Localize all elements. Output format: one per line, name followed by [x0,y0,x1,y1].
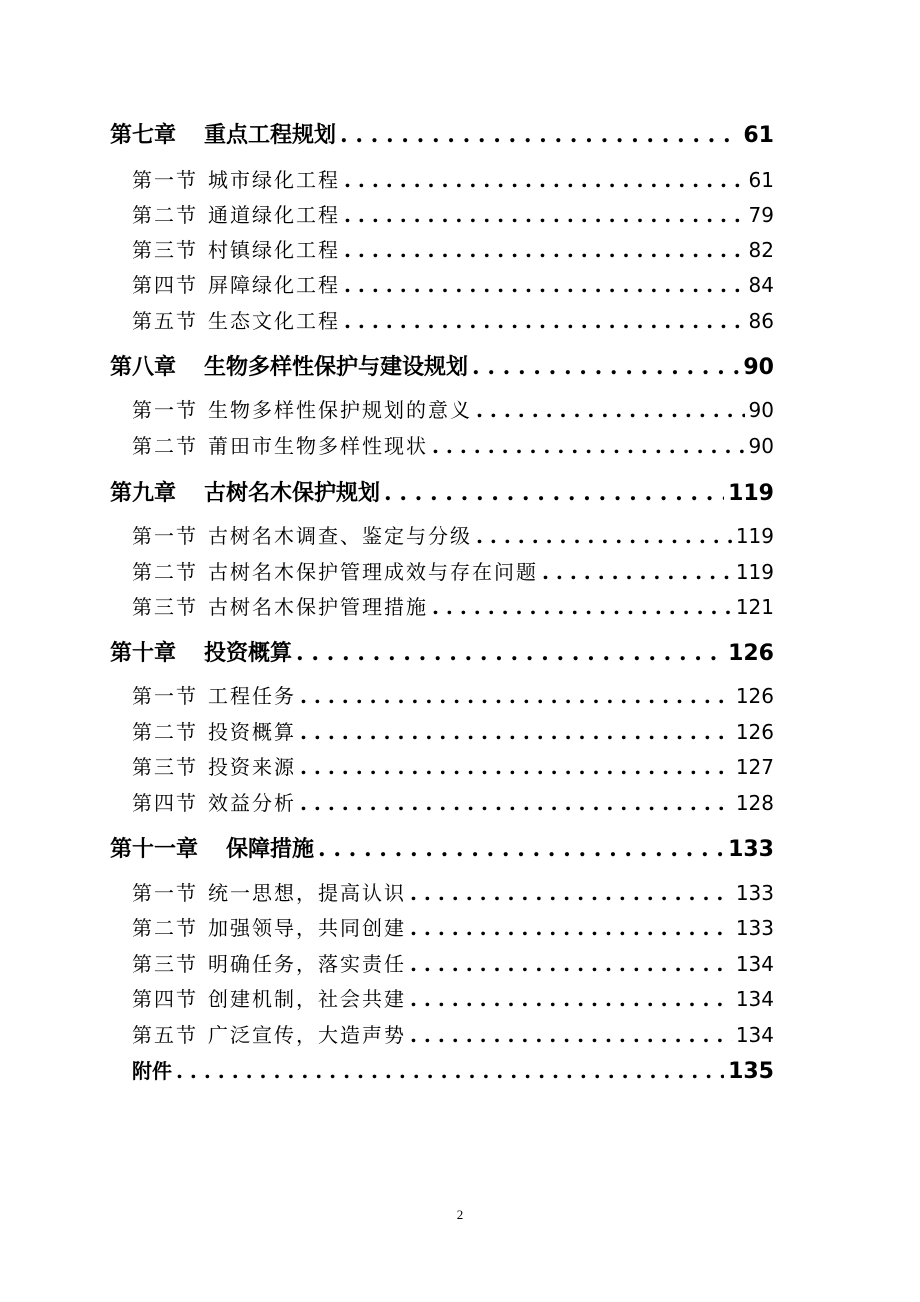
toc-entry-title: 村镇绿化工程 [208,238,340,262]
toc-entry-page: 121 [735,595,774,619]
toc-section-entry[interactable] [132,430,774,459]
toc-entry-label: 第二节 [132,434,198,458]
toc-section-entry[interactable] [132,716,774,745]
toc-entry-title: 重点工程规划 [204,122,337,148]
toc-entry-title: 加强领导，共同创建 [208,916,406,940]
toc-entry-page: 61 [743,123,774,148]
toc-entry-title: 统一思想，提高认识 [208,881,406,905]
toc-chapter-entry[interactable] [110,350,774,381]
toc-entry-title: 投资来源 [208,755,296,779]
toc-entry-label: 第十章 [110,640,177,666]
toc-entry-title: 屏障绿化工程 [208,273,340,297]
toc-entry-label: 第三节 [132,238,198,262]
toc-entry-label: 第二节 [132,203,198,227]
toc-entry-label: 第二节 [132,720,198,744]
toc-entry-label: 第一节 [132,168,198,192]
toc-entry-label: 第四节 [132,987,198,1011]
toc-entry-title: 古树名木保护管理措施 [208,595,428,619]
toc-entry-page: 79 [748,203,774,227]
toc-entry-title: 投资概算 [208,720,296,744]
dot-leader [410,987,732,1011]
toc-entry-label: 第一节 [132,684,198,708]
toc-entry-label: 第五节 [132,1023,198,1047]
page-number: 2 [456,1207,464,1222]
toc-entry-title: 古树名木保护规划 [204,480,381,506]
toc-entry-title: 莆田市生物多样性现状 [208,434,428,458]
toc-entry-label: 第二节 [132,560,198,584]
toc-entry-page: 133 [728,837,774,862]
toc-entry-title: 通道绿化工程 [208,203,340,227]
toc-entry-title: 附件 [132,1059,172,1083]
toc-entry-page: 119 [735,560,774,584]
dot-leader [344,203,745,227]
dot-leader [472,354,739,380]
toc-entry-title: 工程任务 [208,684,296,708]
toc-section-entry[interactable] [132,234,774,263]
dot-leader [432,434,745,458]
toc-entry-page: 90 [748,398,774,422]
toc-section-entry[interactable] [132,520,774,549]
toc-entry-title: 生态文化工程 [208,309,340,333]
toc-section-entry[interactable] [132,912,774,941]
dot-leader [410,881,732,905]
dot-leader [318,836,724,862]
toc-entry-label: 第四节 [132,273,198,297]
toc-entry-page: 127 [735,755,774,779]
toc-entry-page: 133 [735,881,774,905]
dot-leader [344,238,745,262]
toc-section-entry[interactable] [132,1019,774,1048]
toc-entry-page: 134 [735,1023,774,1047]
toc-section-entry[interactable] [132,269,774,298]
toc-entry-label: 第十一章 [110,836,199,862]
toc-section-entry[interactable] [132,305,774,334]
toc-section-entry[interactable] [132,164,774,193]
toc-entry-page: 119 [728,481,774,506]
toc-section-entry[interactable] [132,199,774,228]
dot-leader [476,398,745,422]
toc-section-entry[interactable] [132,751,774,780]
dot-leader [410,952,732,976]
toc-entry-title: 保障措施 [226,836,315,862]
toc-entry-title: 广泛宣传，大造声势 [208,1023,406,1047]
toc-entry-page: 134 [735,987,774,1011]
dot-leader [384,480,724,506]
toc-entry-page: 126 [735,720,774,744]
toc-chapter-entry[interactable] [110,118,774,149]
toc-entry-title: 古树名木调查、鉴定与分级 [208,524,472,548]
toc-entry-title: 古树名木保护管理成效与存在问题 [208,560,538,584]
toc-entry-title: 生物多样性保护规划的意义 [208,398,472,422]
dot-leader [300,791,732,815]
toc-entry-label: 第三节 [132,755,198,779]
toc-section-entry[interactable] [132,591,774,620]
toc-entry-page: 90 [748,434,774,458]
toc-section-entry[interactable] [132,787,774,816]
toc-entry-page: 61 [748,168,774,192]
dot-leader [176,1059,724,1083]
dot-leader [542,560,732,584]
toc-entry-label: 第三节 [132,952,198,976]
toc-entry-label: 第四节 [132,791,198,815]
toc-chapter-entry[interactable] [110,832,774,863]
toc-entry-label: 第七章 [110,122,177,148]
toc-entry-page: 128 [735,791,774,815]
toc-entry-page: 84 [748,273,774,297]
toc-section-entry[interactable] [132,877,774,906]
toc-entry-label: 第一节 [132,881,198,905]
toc-entry-label: 第三节 [132,595,198,619]
toc-entry-label: 第一节 [132,524,198,548]
toc-entry-title: 效益分析 [208,791,296,815]
toc-entry-page: 86 [748,309,774,333]
dot-leader [344,273,745,297]
toc-section-entry[interactable] [132,556,774,585]
toc-entry-page: 82 [748,238,774,262]
toc-appendix-entry[interactable] [132,1055,774,1084]
toc-entry-page: 135 [728,1059,774,1084]
dot-leader [344,168,745,192]
toc-section-entry[interactable] [132,983,774,1012]
toc-entry-label: 第二节 [132,916,198,940]
toc-chapter-entry[interactable] [110,476,774,507]
toc-entry-page: 126 [735,684,774,708]
toc-entry-page: 126 [728,641,774,666]
dot-leader [410,1023,732,1047]
toc-entry-page: 133 [735,916,774,940]
dot-leader [300,720,732,744]
toc-entry-title: 创建机制，社会共建 [208,987,406,1011]
dot-leader [476,524,732,548]
toc-chapter-entry[interactable] [110,636,774,667]
dot-leader [300,755,732,779]
toc-entry-title: 投资概算 [204,640,293,666]
dot-leader [340,122,739,148]
toc-section-entry[interactable] [132,394,774,423]
toc-entry-page: 90 [743,355,774,380]
toc-entry-title: 明确任务，落实责任 [208,952,406,976]
toc-entry-label: 第八章 [110,354,177,380]
dot-leader [344,309,745,333]
dot-leader [300,684,732,708]
toc-entry-title: 城市绿化工程 [208,168,340,192]
toc-section-entry[interactable] [132,680,774,709]
toc-entry-label: 第九章 [110,480,177,506]
dot-leader [410,916,732,940]
dot-leader [296,640,724,666]
toc-entry-title: 生物多样性保护与建设规划 [204,354,469,380]
toc-section-entry[interactable] [132,948,774,977]
toc-entry-page: 119 [735,524,774,548]
toc-entry-label: 第一节 [132,398,198,422]
dot-leader [432,595,732,619]
toc-entry-page: 134 [735,952,774,976]
toc-entry-label: 第五节 [132,309,198,333]
